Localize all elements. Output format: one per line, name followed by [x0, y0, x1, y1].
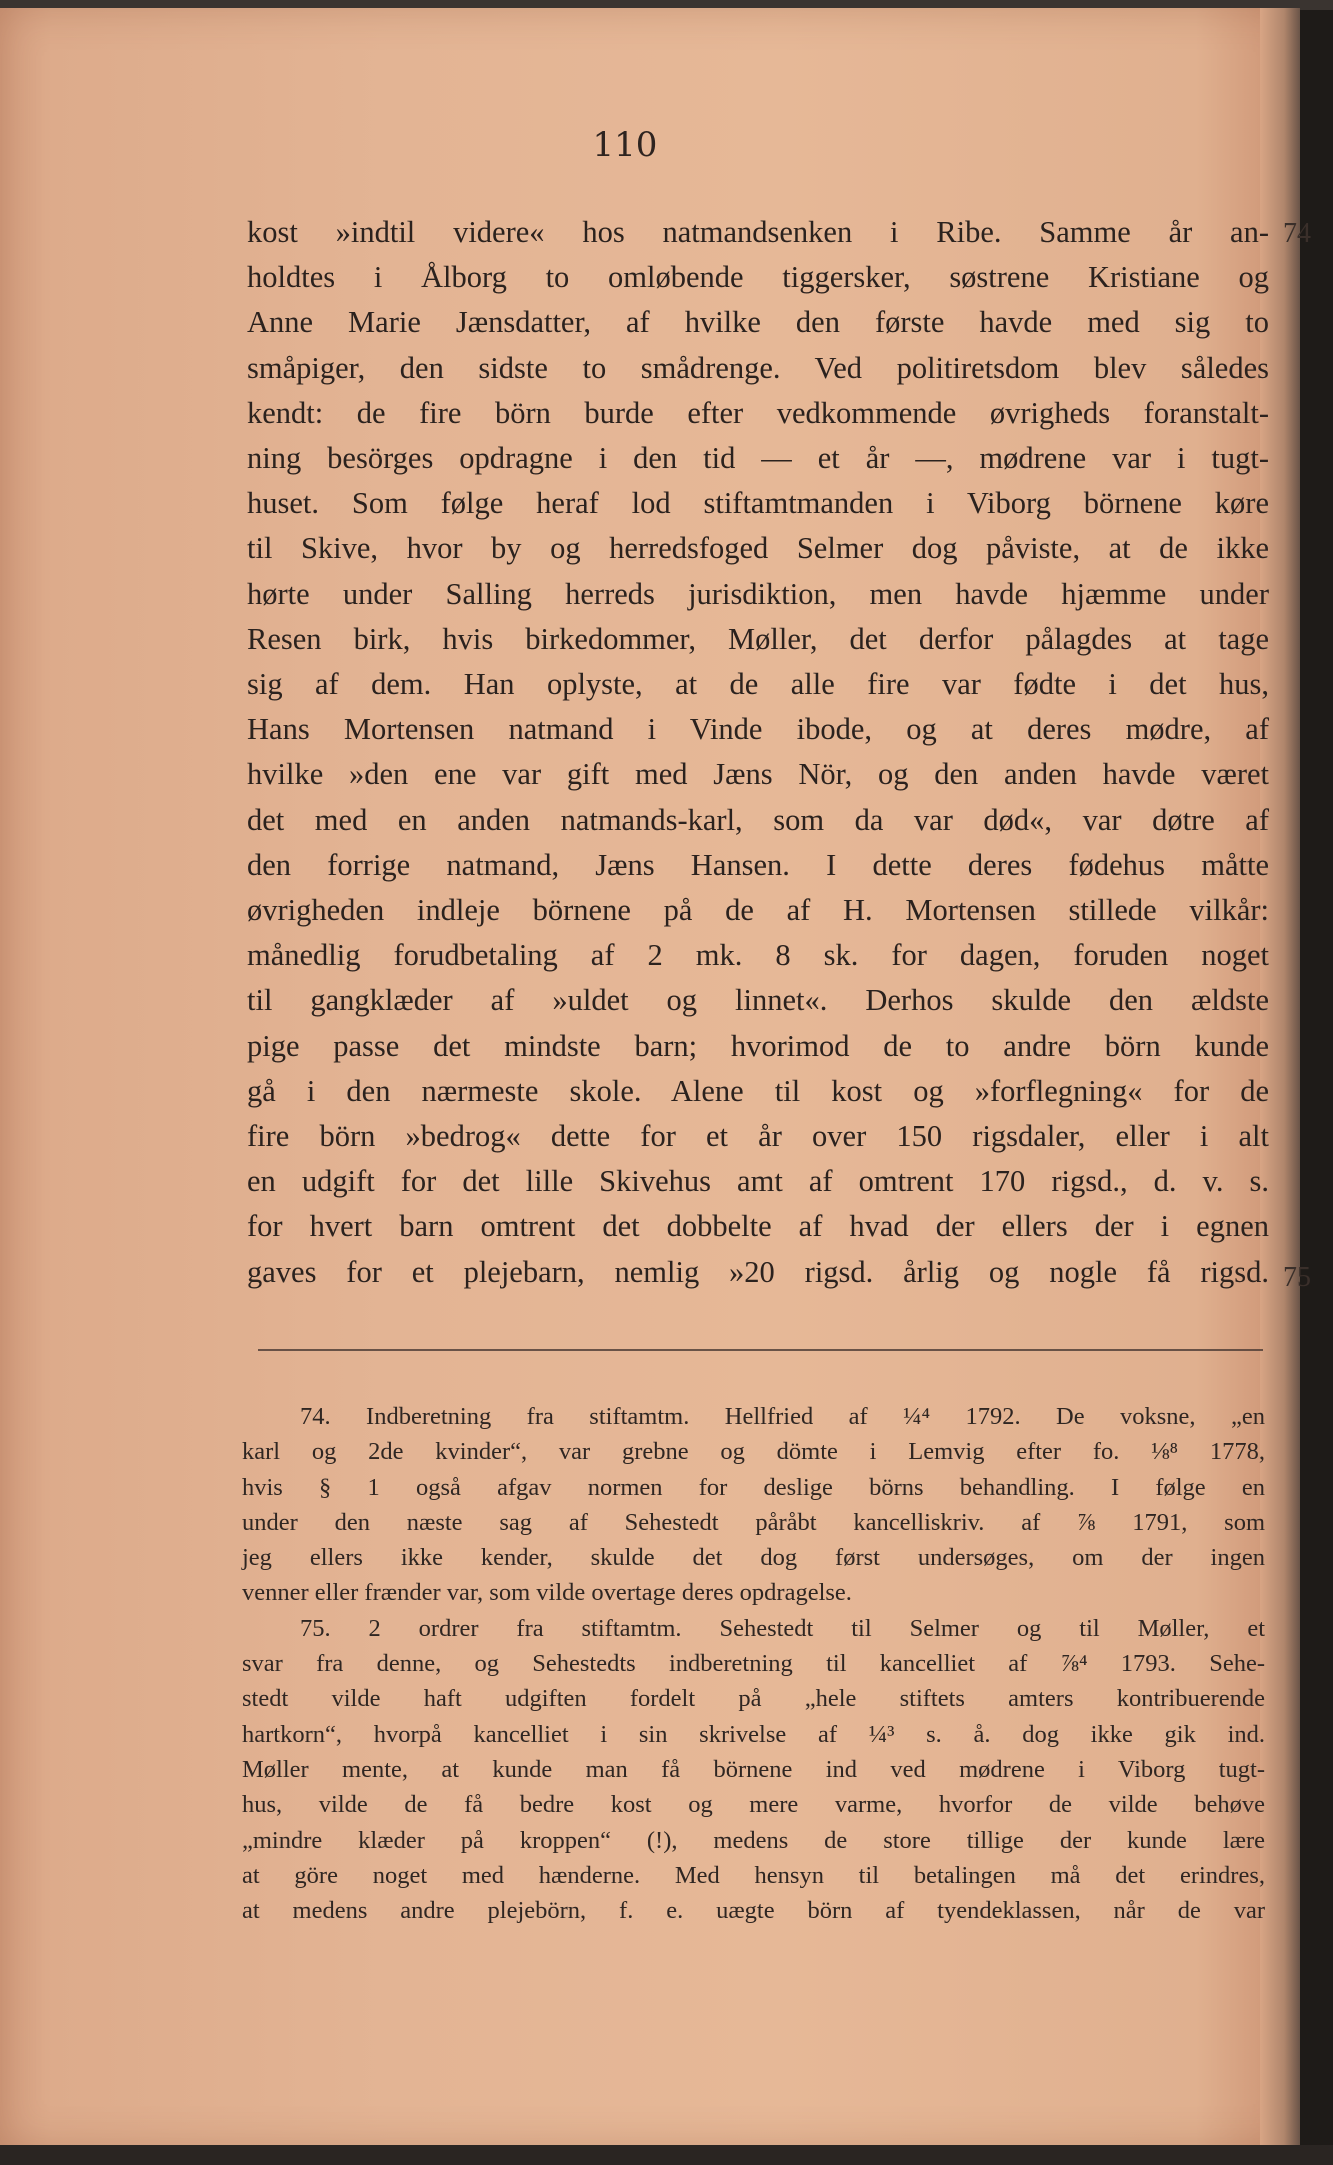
- text-line: øvrigheden indleje börnene på de af H. Mortensen stillede vilkår:: [247, 893, 1269, 928]
- footnote-line: stedt vilde haft udgiften fordelt på „hele stiftets amters kontribuerende: [242, 1685, 1265, 1713]
- text-line: hørte under Salling herreds jurisdiktion, men havde hjæmme under: [247, 576, 1269, 611]
- footnote-line: svar fra denne, og Sehestedts indberetning til kancelliet af ⅞⁴ 1793. Sehe-: [242, 1650, 1265, 1678]
- text-line: Anne Marie Jænsdatter, af hvilke den første havde med sig to: [247, 305, 1269, 340]
- text-line: gå i den nærmeste skole. Alene til kost og »forflegning« for de: [247, 1073, 1269, 1108]
- footnote-line: 74. Indberetning fra stiftamtm. Hellfried af ¼⁴ 1792. De voksne, „en: [300, 1403, 1265, 1430]
- text-line: den forrige natmand, Jæns Hansen. I dette deres fødehus måtte: [247, 847, 1269, 882]
- footnote-line: hvis § 1 også afgav normen for deslige börns behandling. I følge en: [242, 1473, 1265, 1501]
- margin-note-75: 75: [1283, 1262, 1311, 1293]
- footnote-line: 75. 2 ordrer fra stiftamtm. Sehestedt til Selmer og til Møller, et: [300, 1614, 1265, 1642]
- footnote-line: at göre noget med hænderne. Med hensyn til betalingen må det erindres,: [242, 1861, 1265, 1889]
- text-line: en udgift for det lille Skivehus amt af omtrent 170 rigsd., d. v. s.: [247, 1164, 1269, 1199]
- text-line: Hans Mortensen natmand i Vinde ibode, og at deres mødre, af: [247, 712, 1269, 747]
- text-line: ning besörges opdragne i den tid — et år —, mødrene var i tugt-: [247, 441, 1269, 476]
- footnote-divider: [258, 1349, 1263, 1351]
- footnote-line: „mindre klæder på kroppen“ (!), medens de store tillige der kunde lære: [242, 1826, 1265, 1854]
- scan-bottom-edge: [0, 2145, 1333, 2165]
- text-line: til Skive, hvor by og herredsfoged Selmer dog påviste, at de ikke: [247, 531, 1269, 566]
- text-line: Resen birk, hvis birkedommer, Møller, det derfor pålagdes at tage: [247, 621, 1269, 656]
- text-line: hvilke »den ene var gift med Jæns Nör, og den anden havde været: [247, 757, 1269, 792]
- page-number: 110: [592, 125, 658, 165]
- text-line: til gangklæder af »uldet og linnet«. Derhos skulde den ældste: [247, 983, 1269, 1018]
- text-line: månedlig forudbetaling af 2 mk. 8 sk. for dagen, foruden noget: [247, 938, 1269, 973]
- text-line: gaves for et plejebarn, nemlig »20 rigsd. årlig og nogle få rigsd.: [247, 1254, 1269, 1289]
- footnotes-block: [242, 1399, 1265, 1928]
- text-line: fire börn »bedrog« dette for et år over 150 rigsdaler, eller i alt: [247, 1119, 1269, 1154]
- text-line: det med en anden natmands-karl, som da var død«, var døtre af: [247, 802, 1269, 837]
- main-text-block: [247, 210, 1269, 1295]
- footnote-line: at medens andre plejebörn, f. e. uægte börn af tyendeklassen, når de var: [242, 1897, 1265, 1925]
- footnote-line: hartkorn“, hvorpå kancelliet i sin skrivelse af ¼³ s. å. dog ikke gik ind.: [242, 1720, 1265, 1748]
- text-line: pige passe det mindste barn; hvorimod de to andre börn kunde: [247, 1028, 1269, 1063]
- footnote-line: jeg ellers ikke kender, skulde det dog først undersøges, om der ingen: [242, 1544, 1265, 1572]
- margin-note-74: 74: [1283, 218, 1311, 249]
- text-line: kendt: de fire börn burde efter vedkommende øvrigheds foranstalt-: [247, 395, 1269, 430]
- footnote-line: hus, vilde de få bedre kost og mere varme, hvorfor de vilde behøve: [242, 1791, 1265, 1819]
- text-line: småpiger, den sidste to smådrenge. Ved politiretsdom blev således: [247, 350, 1269, 385]
- footnote-line: Møller mente, at kunde man få börnene ind ved mødrene i Viborg tugt-: [242, 1755, 1265, 1783]
- footnote-line: under den næste sag af Sehestedt påråbt kancelliskriv. af ⅞ 1791, som: [242, 1508, 1265, 1536]
- text-line: holdtes i Ålborg to omløbende tiggersker, søstrene Kristiane og: [247, 260, 1269, 295]
- text-line: for hvert barn omtrent det dobbelte af hvad der ellers der i egnen: [247, 1209, 1269, 1244]
- text-line: sig af dem. Han oplyste, at de alle fire var fødte i det hus,: [247, 667, 1269, 702]
- text-line: kost »indtil videre« hos natmandsenken i Ribe. Samme år an-: [247, 215, 1269, 249]
- text-line: huset. Som følge heraf lod stiftamtmanden i Viborg börnene køre: [247, 486, 1269, 521]
- footnote-line: karl og 2de kvinder“, var grebne og dömte i Lemvig efter fo. ⅛⁸ 1778,: [242, 1438, 1265, 1466]
- footnote-line: venner eller frænder var, som vilde overtage deres opdragelse.: [242, 1579, 852, 1607]
